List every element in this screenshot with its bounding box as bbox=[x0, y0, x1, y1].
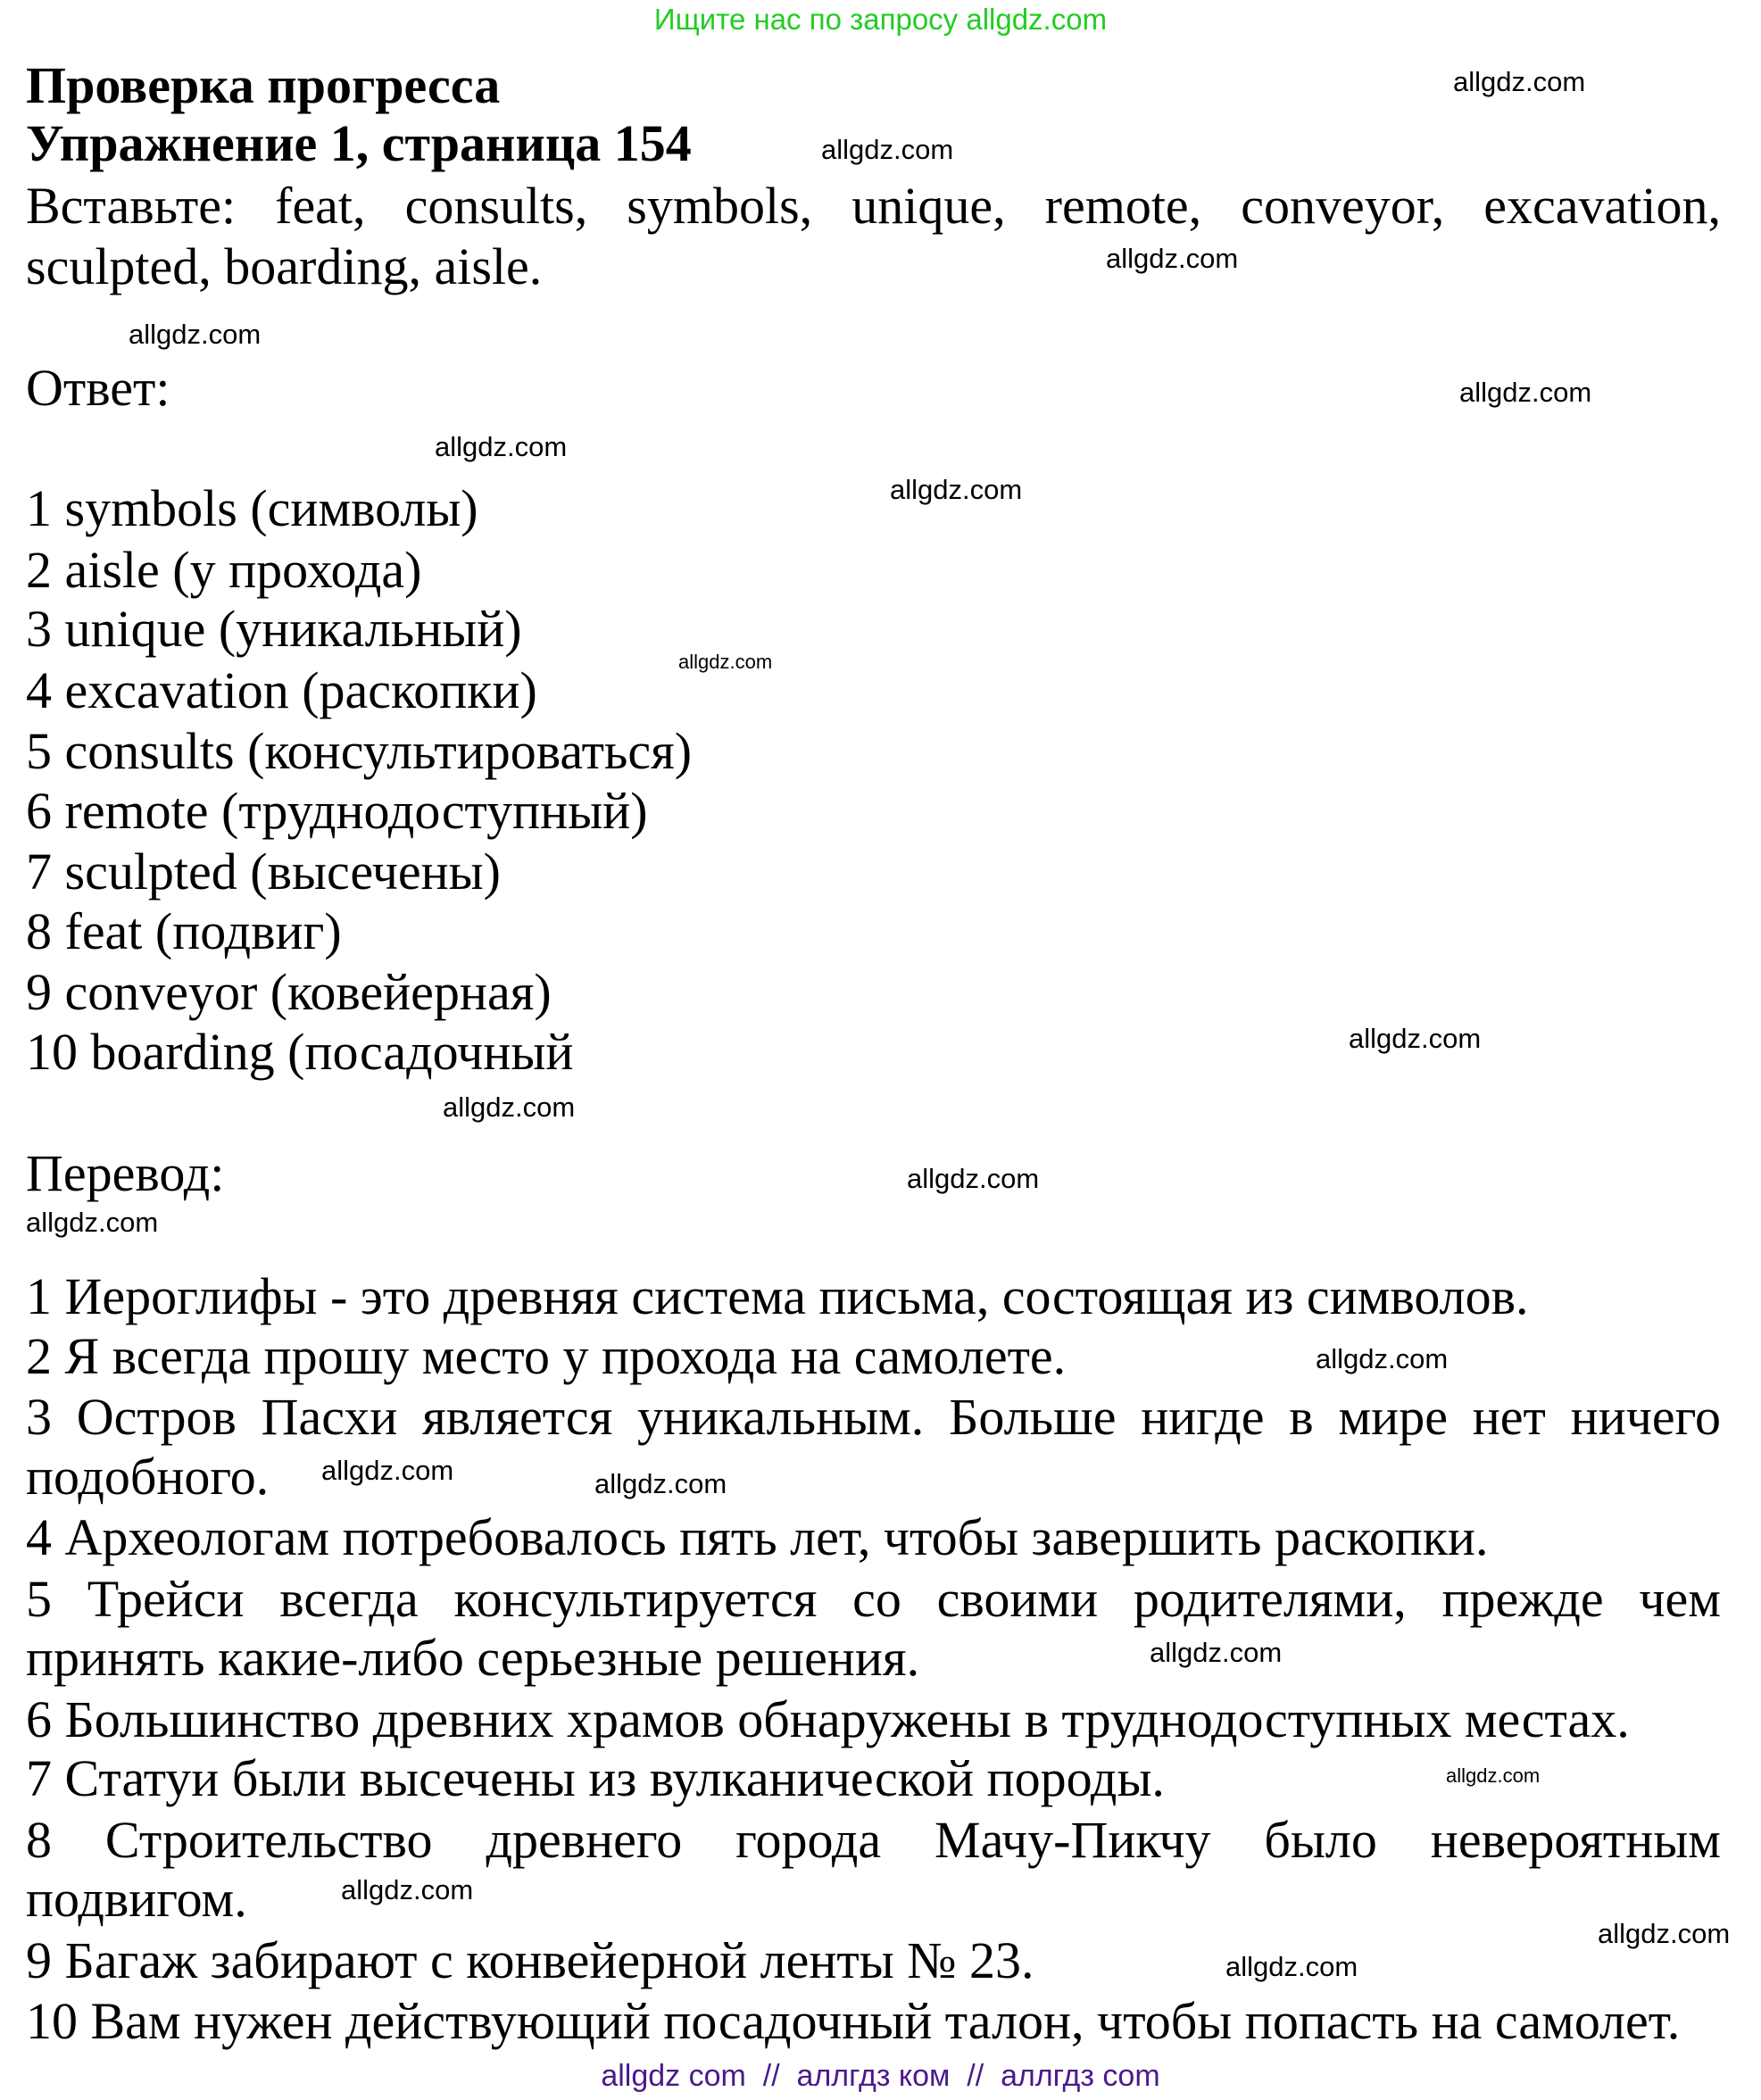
translation-line: 6 Большинство древних храмов обнаружены в труднодоступных местах. bbox=[26, 1690, 1630, 1748]
watermark: allgdz.com bbox=[890, 474, 1023, 505]
search-banner: Ищите нас по запросу allgdz.com bbox=[653, 3, 1108, 36]
translation-line: 4 Археологам потребовалось пять лет, чтобы завершить раскопки. bbox=[26, 1508, 1489, 1566]
translation-line: 9 Багаж забирают с конвейерной ленты № 23. bbox=[26, 1931, 1034, 1989]
answer-label: Ответ: bbox=[26, 359, 170, 417]
answer-item: 4 excavation (раскопки) bbox=[26, 661, 537, 719]
watermark: allgdz.com bbox=[321, 1455, 454, 1486]
answer-item: 7 sculpted (высечены) bbox=[26, 842, 501, 901]
answer-item: 5 consults (консультироваться) bbox=[26, 722, 693, 780]
instruction-line-1: Вставьте: feat, consults, symbols, unique, remote, conveyor, excavation, bbox=[26, 177, 1721, 235]
translation-line: подобного. bbox=[26, 1448, 270, 1506]
watermark: allgdz.com bbox=[26, 1207, 159, 1238]
answer-item: 8 feat (подвиг) bbox=[26, 902, 342, 960]
watermark: allgdz.com bbox=[1225, 1951, 1358, 1982]
translation-line: 7 Статуи были высечены из вулканической породы. bbox=[26, 1749, 1165, 1807]
watermark: allgdz.com bbox=[678, 651, 773, 673]
watermark: allgdz.com bbox=[594, 1468, 727, 1499]
translation-line: 10 Вам нужен действующий посадочный талон, чтобы попасть на самолет. bbox=[26, 1992, 1681, 2050]
watermark: allgdz.com bbox=[821, 134, 954, 165]
watermark: allgdz.com bbox=[341, 1874, 474, 1905]
watermark: allgdz.com bbox=[1106, 243, 1239, 274]
watermark: allgdz.com bbox=[1349, 1023, 1482, 1054]
translation-line: 3 Остров Пасхи является уникальным. Больше нигде в мире нет ничего bbox=[26, 1388, 1721, 1446]
watermark: allgdz.com bbox=[443, 1092, 576, 1123]
answer-item: 6 remote (труднодоступный) bbox=[26, 782, 648, 840]
watermark: allgdz.com bbox=[1446, 1764, 1541, 1787]
answer-item: 3 unique (уникальный) bbox=[26, 600, 522, 658]
watermark: allgdz.com bbox=[435, 431, 568, 462]
watermark: allgdz.com bbox=[1459, 377, 1592, 408]
footer-links: allgdz com // аллгдз ком // аллгдз com bbox=[601, 2059, 1160, 2093]
translation-label: Перевод: bbox=[26, 1144, 225, 1202]
answer-item: 2 aisle (у прохода) bbox=[26, 541, 422, 599]
watermark: allgdz.com bbox=[1150, 1637, 1283, 1668]
watermark: allgdz.com bbox=[1453, 66, 1586, 97]
watermark: allgdz.com bbox=[1316, 1343, 1449, 1374]
watermark: allgdz.com bbox=[129, 319, 262, 350]
answer-item: 10 boarding (посадочный bbox=[26, 1023, 574, 1081]
exercise-heading: Упражнение 1, страница 154 bbox=[26, 114, 692, 172]
translation-line: подвигом. bbox=[26, 1870, 247, 1928]
watermark: allgdz.com bbox=[907, 1163, 1040, 1194]
answer-item: 1 symbols (символы) bbox=[26, 479, 478, 537]
translation-line: принять какие-либо серьезные решения. bbox=[26, 1629, 920, 1687]
translation-line: 1 Иероглифы - это древняя система письма, состоящая из символов. bbox=[26, 1267, 1529, 1325]
answer-item: 9 conveyor (ковейерная) bbox=[26, 963, 552, 1021]
translation-line: 5 Трейси всегда консультируется со своими родителями, прежде чем bbox=[26, 1570, 1721, 1628]
translation-line: 8 Строительство древнего города Мачу-Пикчу было невероятным bbox=[26, 1811, 1721, 1869]
instruction-line-2: sculpted, boarding, aisle. bbox=[26, 237, 543, 295]
translation-line: 2 Я всегда прошу место у прохода на самолете. bbox=[26, 1327, 1067, 1385]
page-title: Проверка прогресса bbox=[26, 56, 501, 114]
watermark: allgdz.com bbox=[1598, 1918, 1731, 1949]
